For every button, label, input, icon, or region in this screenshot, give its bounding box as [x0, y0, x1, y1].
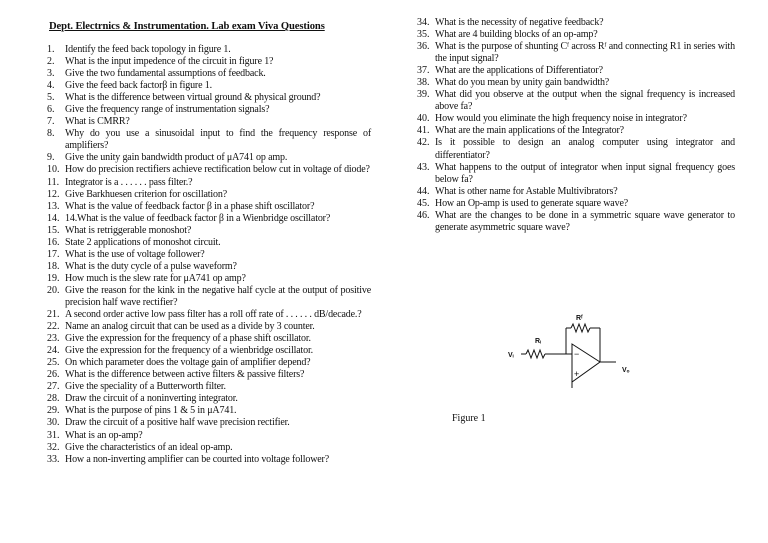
inverting-amplifier-circuit	[500, 310, 640, 390]
question-number: 13.	[47, 200, 60, 212]
question-item	[417, 162, 735, 186]
question-number: 46.	[417, 209, 430, 221]
question-item	[47, 393, 371, 405]
question-item	[47, 357, 371, 369]
question-item	[47, 213, 371, 225]
question-number: 34.	[417, 17, 430, 28]
question-number: 25.	[47, 357, 60, 369]
question-number: 8.	[47, 128, 55, 140]
question-text: Integrator is a . . . . . . pass filter.?	[65, 176, 193, 188]
question-number: 40.	[417, 113, 430, 125]
question-text: Give the characteristics of an ideal op-amp.	[65, 441, 233, 453]
question-item	[47, 321, 371, 333]
question-item	[417, 29, 735, 41]
question-text: What do you mean by unity gain bandwidth?	[435, 77, 610, 89]
question-list-right	[417, 17, 735, 234]
question-number: 16.	[47, 236, 60, 248]
question-item	[417, 77, 735, 89]
question-text: Give the frequency range of instrumentation signals?	[65, 104, 270, 116]
question-text: Why do you use a sinusoidal input to find the frequency response of amplifiers?	[65, 128, 371, 152]
question-text: What is the value of feedback factor β in a phase shift oscillator?	[65, 200, 315, 212]
question-item	[47, 417, 371, 429]
question-number: 20.	[47, 284, 60, 296]
question-text: What are the applications of Differentiator?	[435, 65, 603, 77]
question-item	[417, 186, 735, 198]
question-item	[47, 201, 371, 213]
question-item	[47, 454, 371, 466]
question-text: Draw the circuit of a positive half wave precision rectifier.	[65, 417, 290, 429]
question-text: State 2 applications of monoshot circuit.	[65, 236, 221, 248]
question-item	[47, 68, 371, 80]
question-item	[47, 104, 371, 116]
question-text: What is the difference between virtual ground & physical ground?	[65, 92, 321, 104]
question-number: 17.	[47, 248, 60, 260]
question-number: 9.	[47, 152, 55, 164]
question-number: 5.	[47, 92, 55, 104]
question-number: 2.	[47, 56, 55, 68]
question-item	[417, 113, 735, 125]
vo-label: Vₒ	[622, 367, 630, 374]
question-number: 45.	[417, 197, 430, 209]
question-item	[47, 381, 371, 393]
question-number: 29.	[47, 405, 60, 417]
question-item	[47, 345, 371, 357]
input-resistor-icon	[526, 350, 545, 358]
question-item	[417, 65, 735, 77]
question-number: 19.	[47, 272, 60, 284]
question-text: How a non-inverting amplifier can be courted into voltage follower?	[65, 453, 330, 465]
question-text: How would you eliminate the high frequency noise in integrator?	[435, 113, 687, 125]
question-text: What is the necessity of negative feedback?	[435, 17, 604, 28]
question-text: Give the unity gain bandwidth product of μA741 op amp.	[65, 152, 288, 164]
question-text: What is the input impedence of the circuit in figure 1?	[65, 56, 274, 68]
question-item	[47, 430, 371, 442]
question-item	[47, 44, 371, 56]
question-text: What is the difference between active filters & passive filters?	[65, 369, 305, 381]
question-number: 30.	[47, 417, 60, 429]
question-item	[47, 309, 371, 321]
question-number: 10.	[47, 164, 60, 176]
question-number: 43.	[417, 161, 430, 173]
question-text: A second order active low pass filter has a roll off rate of . . . . . . dB/decade.?	[65, 309, 362, 321]
document-title: Dept. Electrnics & Instrumentation. Lab exam Viva Questions	[49, 21, 325, 32]
inverting-sign: −	[574, 349, 580, 359]
question-item	[47, 369, 371, 381]
question-item	[47, 80, 371, 92]
question-number: 41.	[417, 125, 430, 137]
figure-caption: Figure 1	[452, 413, 486, 424]
question-text: Is it possible to design an analog computer using integrator and differentiator?	[435, 137, 735, 161]
question-text: 14.What is the value of feedback factor β in a Wienbridge oscillator?	[65, 212, 331, 224]
question-number: 18.	[47, 260, 60, 272]
question-number: 44.	[417, 185, 430, 197]
question-item	[47, 128, 371, 152]
question-text: What is the use of voltage follower?	[65, 248, 205, 260]
question-number: 11.	[47, 176, 60, 188]
question-text: Identify the feed back topology in figure 1.	[65, 44, 231, 55]
question-item	[47, 249, 371, 261]
question-number: 35.	[417, 29, 430, 41]
question-text: What is retriggerable monoshot?	[65, 224, 192, 236]
question-item	[47, 56, 371, 68]
question-number: 21.	[47, 309, 60, 321]
question-number: 38.	[417, 77, 430, 89]
question-text: Draw the circuit of a noninverting integrator.	[65, 393, 238, 405]
question-item	[417, 125, 735, 137]
feedback-resistor-icon	[571, 324, 590, 332]
question-item	[47, 164, 371, 176]
question-text: Give the speciality of a Butterworth filter.	[65, 381, 226, 393]
question-text: What are 4 building blocks of an op-amp?	[435, 29, 598, 41]
question-item	[47, 333, 371, 345]
question-number: 24.	[47, 345, 60, 357]
question-item	[417, 137, 735, 161]
question-item	[47, 225, 371, 237]
question-item	[47, 189, 371, 201]
rb-label: Rᵢ	[535, 338, 542, 345]
question-number: 36.	[417, 41, 430, 53]
question-number: 14.	[47, 212, 60, 224]
question-text: Give Barkhuesen criterion for oscillation?	[65, 188, 227, 200]
question-text: How do precision rectifiers achieve rectification below cut in voltage of diode?	[65, 164, 370, 176]
question-item	[417, 17, 735, 29]
question-item	[47, 152, 371, 164]
noninverting-sign: +	[574, 369, 580, 379]
question-text: What are the changes to be done in a symmetric square wave generator to generate asymmetric square wave?	[435, 209, 735, 233]
question-text: Give the feed back factorβ in figure 1.	[65, 80, 212, 92]
question-number: 42.	[417, 137, 430, 149]
question-text: Give the reason for the kink in the negative half cycle at the output of positive precision half wave rectifier?	[65, 284, 371, 308]
question-item	[47, 442, 371, 454]
question-number: 7.	[47, 116, 55, 128]
question-number: 22.	[47, 321, 60, 333]
question-number: 4.	[47, 80, 55, 92]
question-text: What is the purpose of shunting Cᶠ across Rᶠ and connecting R1 in series with the input signal?	[435, 41, 735, 65]
vi-label: Vᵢ	[508, 352, 514, 359]
question-number: 39.	[417, 89, 430, 101]
question-number: 28.	[47, 393, 60, 405]
rf-label: Rᶠ	[576, 315, 583, 322]
question-text: What is other name for Astable Multivibrators?	[435, 185, 618, 197]
question-number: 6.	[47, 104, 55, 116]
question-text: What is the duty cycle of a pulse waveform?	[65, 260, 237, 272]
question-text: How much is the slew rate for μA741 op amp?	[65, 272, 246, 284]
question-number: 1.	[47, 44, 55, 55]
question-item	[417, 198, 735, 210]
question-item	[47, 116, 371, 128]
question-text: Give the expression for the frequency of a phase shift oscillator.	[65, 333, 311, 345]
question-text: What happens to the output of integrator when input signal frequency goes below fa?	[435, 161, 735, 185]
question-number: 23.	[47, 333, 60, 345]
question-list-left	[47, 44, 371, 466]
question-text: What is an op-amp?	[65, 429, 143, 441]
question-number: 12.	[47, 188, 60, 200]
question-item	[417, 41, 735, 65]
question-text: What are the main applications of the Integrator?	[435, 125, 624, 137]
question-item	[417, 89, 735, 113]
question-text: How an Op-amp is used to generate square wave?	[435, 197, 629, 209]
question-item	[47, 261, 371, 273]
question-number: 33.	[47, 453, 60, 465]
question-number: 3.	[47, 68, 55, 80]
question-item	[47, 405, 371, 417]
question-item	[47, 177, 371, 189]
question-item	[47, 237, 371, 249]
question-item	[47, 92, 371, 104]
question-text: What is the purpose of pins 1 & 5 in μA741.	[65, 405, 237, 417]
question-text: What did you observe at the output when the signal frequency is increased above fa?	[435, 89, 735, 113]
question-text: Name an analog circuit that can be used as a divide by 3 counter.	[65, 321, 315, 333]
question-number: 32.	[47, 441, 60, 453]
question-number: 15.	[47, 224, 60, 236]
question-text: What is CMRR?	[65, 116, 130, 128]
question-text: On which parameter does the voltage gain of amplifier depend?	[65, 357, 311, 369]
question-number: 31.	[47, 429, 60, 441]
question-item	[47, 285, 371, 309]
question-number: 26.	[47, 369, 60, 381]
question-text: Give the two fundamental assumptions of feedback.	[65, 68, 266, 80]
question-number: 27.	[47, 381, 60, 393]
question-text: Give the expression for the frequency of a wienbridge oscillator.	[65, 345, 313, 357]
question-number: 37.	[417, 65, 430, 77]
question-item	[417, 210, 735, 234]
question-item	[47, 273, 371, 285]
